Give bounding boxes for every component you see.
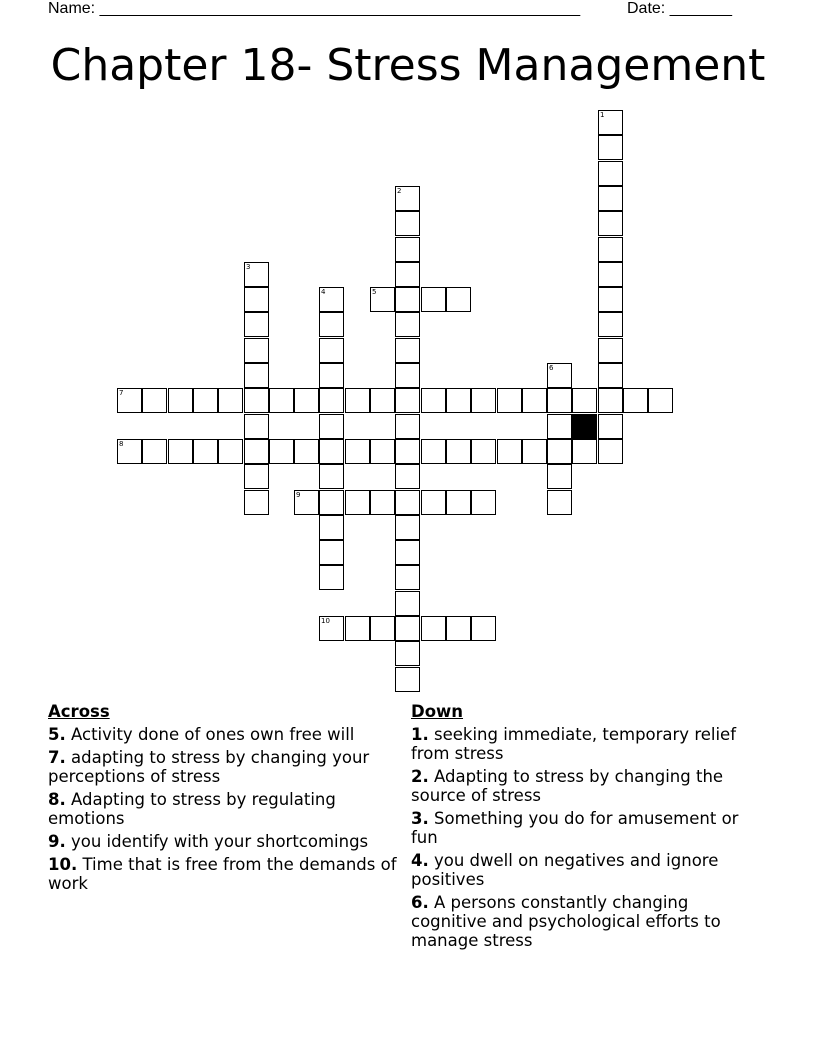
crossword-cell[interactable] [319,565,344,590]
cell-number: 2 [397,187,402,195]
clue-number: 9. [48,832,66,851]
crossword-cell[interactable] [319,540,344,565]
clue-across-8 [48,790,398,828]
crossword-cell[interactable] [117,439,142,464]
across-heading: Across [48,702,110,721]
clue-text: A persons constantly changing cognitive and psychological efforts to manage stress [411,893,721,950]
crossword-cell[interactable] [421,287,446,312]
clue-number: 10. [48,855,78,874]
crossword-cell[interactable] [572,388,597,413]
crossword-cell[interactable] [547,363,572,388]
crossword-cell[interactable] [421,616,446,641]
crossword-cell[interactable] [244,363,269,388]
clue-across-9 [48,832,398,851]
down-clues [411,702,761,954]
name-field-line: Name: ______________________________________________________ [48,0,581,17]
crossword-cell[interactable] [370,616,395,641]
crossword-cell[interactable] [395,667,420,692]
crossword-cell[interactable] [244,464,269,489]
clue-across-5 [48,725,398,744]
crossword-cell[interactable] [395,565,420,590]
crossword-cell[interactable] [572,439,597,464]
crossword-cell[interactable] [446,616,471,641]
crossword-cell[interactable] [395,414,420,439]
crossword-cell[interactable] [547,439,572,464]
crossword-cell[interactable] [446,439,471,464]
date-field-line: Date: _______ [627,0,732,17]
crossword-cell[interactable] [345,388,370,413]
crossword-cell[interactable] [598,161,623,186]
crossword-cell[interactable] [319,388,344,413]
crossword-cell[interactable] [598,110,623,135]
crossword-cell[interactable] [446,388,471,413]
clue-text: Something you do for amusement or fun [411,809,739,847]
cell-number: 9 [296,491,301,499]
crossword-cell[interactable] [193,388,218,413]
crossword-cell[interactable] [168,388,193,413]
crossword-cell[interactable] [395,211,420,236]
clue-number: 8. [48,790,66,809]
crossword-cell[interactable] [648,388,673,413]
crossword-cell[interactable] [395,262,420,287]
crossword-cell[interactable] [244,388,269,413]
clue-number: 1. [411,725,429,744]
clue-text: Adapting to stress by regulating emotions [48,790,336,828]
clue-text: Activity done of ones own free will [65,725,355,744]
clue-down-2 [411,767,761,805]
crossword-cell[interactable] [395,287,420,312]
crossword-cell[interactable] [345,490,370,515]
clue-number: 4. [411,851,429,870]
crossword-cell[interactable] [319,490,344,515]
crossword-cell[interactable] [395,616,420,641]
crossword-cell[interactable] [547,464,572,489]
crossword-cell[interactable] [269,439,294,464]
crossword-cell[interactable] [319,439,344,464]
crossword-cell[interactable] [218,439,243,464]
clue-text: you dwell on negatives and ignore positives [411,851,719,889]
crossword-cell[interactable] [598,237,623,262]
crossword-cell[interactable] [547,388,572,413]
crossword-cell[interactable] [193,439,218,464]
crossword-cell[interactable] [244,262,269,287]
clue-across-7 [48,748,398,786]
crossword-cell[interactable] [395,515,420,540]
crossword-cell[interactable] [471,388,496,413]
crossword-cell[interactable] [522,388,547,413]
clue-number: 6. [411,893,429,912]
crossword-cell[interactable] [395,490,420,515]
crossword-cell[interactable] [319,338,344,363]
crossword-cell[interactable] [294,439,319,464]
crossword-cell[interactable] [395,338,420,363]
crossword-cell[interactable] [370,490,395,515]
crossword-cell[interactable] [598,287,623,312]
cell-number: 7 [119,389,124,397]
crossword-cell[interactable] [395,388,420,413]
crossword-cell[interactable] [244,338,269,363]
crossword-cell[interactable] [497,439,522,464]
crossword-cell[interactable] [244,414,269,439]
clue-down-6 [411,893,761,950]
crossword-cell[interactable] [395,591,420,616]
crossword-cell[interactable] [370,388,395,413]
cell-number: 8 [119,440,124,448]
crossword-cell[interactable] [446,287,471,312]
clue-text: you identify with your shortcomings [65,832,369,851]
crossword-cell[interactable] [395,186,420,211]
crossword-cell[interactable] [547,414,572,439]
crossword-cell[interactable] [142,388,167,413]
crossword-cell[interactable] [623,388,648,413]
clue-down-4 [411,851,761,889]
crossword-cell[interactable] [319,515,344,540]
clue-text: seeking immediate, temporary relief from stress [411,725,737,763]
crossword-cell[interactable] [421,439,446,464]
crossword-cell[interactable] [319,616,344,641]
crossword-cell[interactable] [319,464,344,489]
crossword-cell[interactable] [218,388,243,413]
crossword-cell[interactable] [471,490,496,515]
crossword-cell[interactable] [319,363,344,388]
crossword-cell[interactable] [395,312,420,337]
clue-text: adapting to stress by changing your perceptions of stress [48,748,370,786]
crossword-cell[interactable] [244,439,269,464]
crossword-cell[interactable] [497,388,522,413]
cell-number: 3 [246,263,251,271]
cell-number: 1 [600,111,605,119]
crossword-cell[interactable] [168,439,193,464]
crossword-cell[interactable] [294,388,319,413]
crossword-cell[interactable] [117,388,142,413]
cell-number: 5 [372,288,377,296]
crossword-cell[interactable] [294,490,319,515]
crossword-cell[interactable] [395,540,420,565]
crossword-cell[interactable] [598,338,623,363]
crossword-cell[interactable] [598,363,623,388]
crossword-cell[interactable] [598,439,623,464]
crossword-cell[interactable] [547,490,572,515]
clue-text: Adapting to stress by changing the source of stress [411,767,724,805]
cell-number: 4 [321,288,326,296]
crossword-cell[interactable] [395,641,420,666]
clue-number: 2. [411,767,429,786]
crossword-cell[interactable] [598,186,623,211]
crossword-cell[interactable] [421,388,446,413]
crossword-cell[interactable] [319,414,344,439]
clue-down-1 [411,725,761,763]
crossword-cell[interactable] [598,262,623,287]
clue-text: Time that is free from the demands of work [48,855,397,893]
crossword-cell[interactable] [395,439,420,464]
crossword-cell[interactable] [370,439,395,464]
crossword-cell[interactable] [446,490,471,515]
cell-number: 6 [549,364,554,372]
crossword-cell[interactable] [142,439,167,464]
crossword-cell[interactable] [370,287,395,312]
blocked-cell [572,414,597,439]
across-clues [48,702,398,897]
clue-across-10 [48,855,398,893]
crossword-cell[interactable] [395,464,420,489]
clue-number: 7. [48,748,66,767]
clue-down-3 [411,809,761,847]
crossword-cell[interactable] [244,312,269,337]
cell-number: 10 [321,617,330,625]
clue-number: 3. [411,809,429,828]
crossword-cell[interactable] [421,490,446,515]
crossword-cell[interactable] [345,439,370,464]
crossword-cell[interactable] [471,439,496,464]
crossword-cell[interactable] [319,312,344,337]
clue-number: 5. [48,725,66,744]
page-title: Chapter 18- Stress Management [50,40,766,91]
crossword-cell[interactable] [269,388,294,413]
down-heading: Down [411,702,464,721]
crossword-cell[interactable] [395,237,420,262]
crossword-cell[interactable] [244,490,269,515]
crossword-cell[interactable] [598,414,623,439]
crossword-cell[interactable] [471,616,496,641]
crossword-cell[interactable] [319,287,344,312]
crossword-cell[interactable] [598,388,623,413]
crossword-cell[interactable] [598,135,623,160]
crossword-cell[interactable] [244,287,269,312]
crossword-cell[interactable] [395,363,420,388]
crossword-cell[interactable] [598,312,623,337]
crossword-cell[interactable] [345,616,370,641]
crossword-cell[interactable] [598,211,623,236]
crossword-cell[interactable] [522,439,547,464]
